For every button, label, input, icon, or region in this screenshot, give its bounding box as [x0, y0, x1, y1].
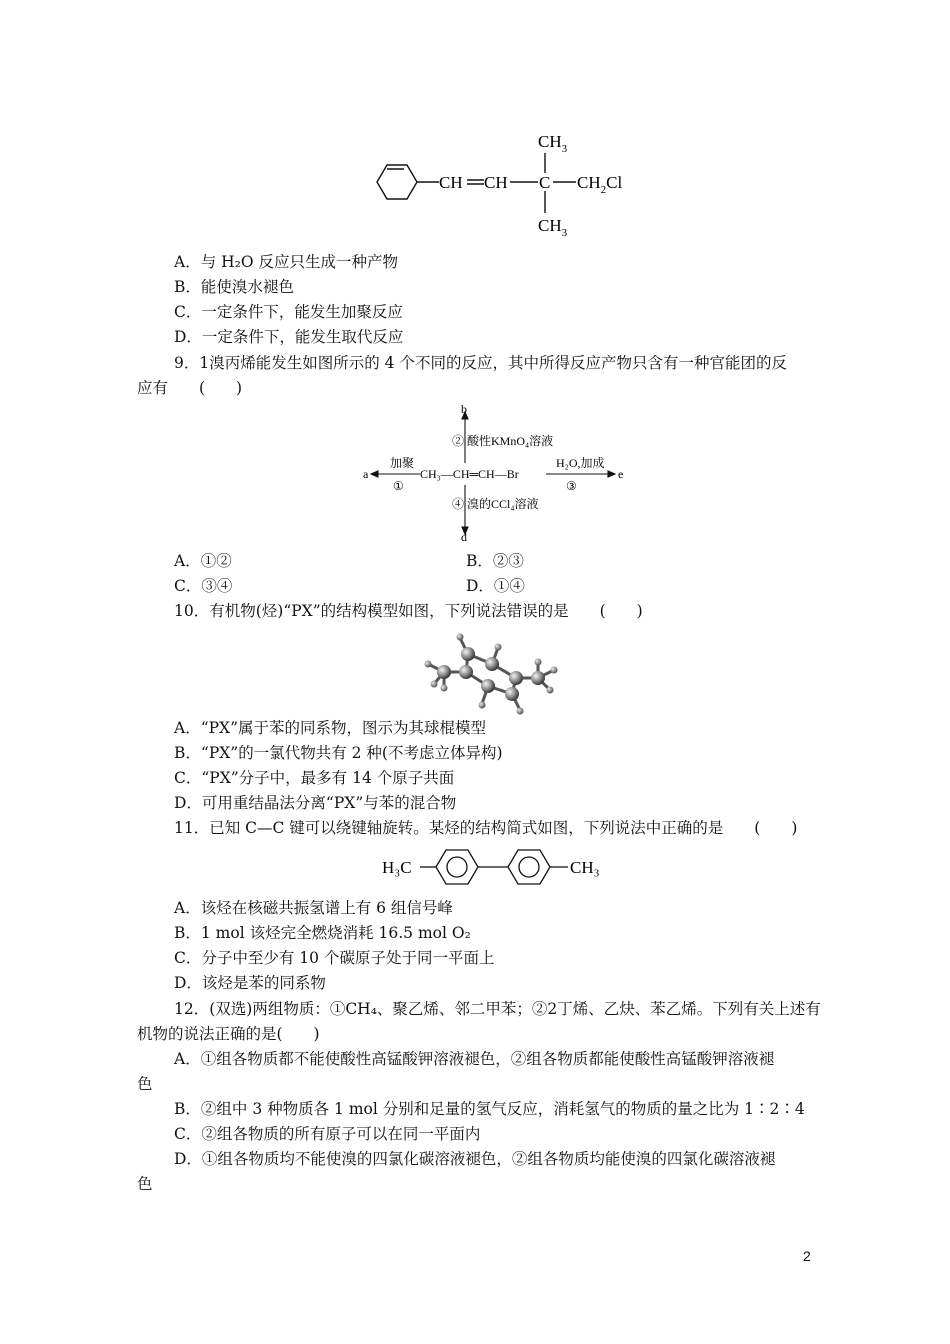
ch2cl-group: $CH_2Cl$: [577, 173, 623, 196]
q12-option-b: B．②组中 3 种物质各 1 mol 分别和足量的氢气反应，消耗氢气的物质的量之比为 1∶2∶4: [174, 1100, 805, 1118]
q11-option-d: D．该烃是苯的同系物: [174, 974, 326, 992]
q12-stem-line2: 机物的说法正确的是( ): [137, 1025, 320, 1043]
reagent-3-top: H₂O,加成: [556, 456, 605, 470]
q8-option-c: C．一定条件下，能发生加聚反应: [174, 303, 403, 321]
reagent-1-top: 加聚: [390, 456, 415, 470]
q10-option-a: A．“PX”属于苯的同系物，图示为其球棍模型: [174, 719, 487, 737]
q11-option-a: A．该烃在核磁共振氢谱上有 6 组信号峰: [174, 899, 453, 917]
center-c: C: [539, 173, 551, 192]
reagent-2: ② 酸性KMnO₄溶液: [452, 434, 554, 448]
q8-option-a: A．与 H₂O 反应只生成一种产物: [174, 253, 398, 271]
page-number: 2: [803, 1248, 811, 1264]
ch3-bottom: $CH_3$: [538, 216, 568, 239]
q10-option-b: B．“PX”的一氯代物共有 2 种(不考虑立体异构): [174, 744, 503, 762]
q11-option-b: B．1 mol 该烃完全燃烧消耗 16.5 mol O₂: [174, 924, 471, 942]
q9-option-b: B．②③: [466, 552, 524, 570]
ch3-top: $CH_3$: [538, 132, 568, 155]
q12-option-a-line1: A．①组各物质都不能使酸性高锰酸钾溶液褪色，②组各物质都能使酸性高锰酸钾溶液褪: [174, 1050, 775, 1068]
product-a: a: [363, 467, 369, 481]
q8-option-b: B．能使溴水褪色: [174, 278, 294, 296]
molecule-bromopropene: CH₃—CH═CH—Br: [420, 467, 519, 481]
q9-stem-line2: 应有 ( ): [137, 379, 243, 397]
q9-option-a: A．①②: [174, 552, 232, 570]
right-methyl: CH₃: [570, 858, 600, 877]
q9-option-d: D．①④: [466, 577, 525, 595]
q12-option-d-line1: D．①组各物质均不能使溴的四氯化碳溶液褪色，②组各物质均能使溴的四氯化碳溶液褪: [174, 1150, 776, 1168]
left-methyl: H₃C: [382, 858, 412, 877]
chain-ch-a: CH: [439, 173, 463, 192]
q11-stem: 11．已知 C—C 键可以绕键轴旋转。某烃的结构简式如图，下列说法中正确的是 ( ): [174, 819, 798, 837]
product-b: b: [461, 403, 467, 416]
px-ball-stick-model: [420, 628, 570, 720]
q9-stem-line1: 9．1溴丙烯能发生如图所示的 4 个不同的反应，其中所得反应产物只含有一种官能团的反: [174, 354, 787, 372]
reagent-3-bottom: ③: [566, 479, 577, 493]
q10-option-c: C．“PX”分子中，最多有 14 个原子共面: [174, 769, 455, 787]
q9-reaction-diagram: [360, 403, 635, 543]
q9-option-c: C．③④: [174, 577, 233, 595]
q12-option-a-line2: 色: [137, 1075, 153, 1093]
chain-ch-b: CH: [484, 173, 508, 192]
reagent-4: ④ 溴的CCl₄溶液: [452, 497, 539, 511]
q12-stem-line1: 12．(双选)两组物质：①CH₄、聚乙烯、邻二甲苯；②2丁烯、乙炔、苯乙烯。下列有关上述有: [174, 1000, 821, 1018]
structure-diagram-top: [360, 125, 660, 245]
dimethylbiphenyl-structure: [378, 842, 618, 892]
q8-option-d: D．一定条件下，能发生取代反应: [174, 328, 404, 346]
reagent-1-bottom: ①: [393, 479, 404, 493]
product-d: d: [461, 530, 467, 543]
product-e: e: [618, 467, 624, 481]
q12-option-d-line2: 色: [137, 1175, 153, 1193]
benzene-hexagon: [377, 165, 417, 199]
q11-option-c: C．分子中至少有 10 个碳原子处于同一平面上: [174, 949, 495, 967]
q10-option-d: D．可用重结晶法分离“PX”与苯的混合物: [174, 794, 457, 812]
q10-stem: 10．有机物(烃)“PX”的结构模型如图，下列说法错误的是 ( ): [174, 602, 643, 620]
q12-option-c: C．②组各物质的所有原子可以在同一平面内: [174, 1125, 481, 1143]
